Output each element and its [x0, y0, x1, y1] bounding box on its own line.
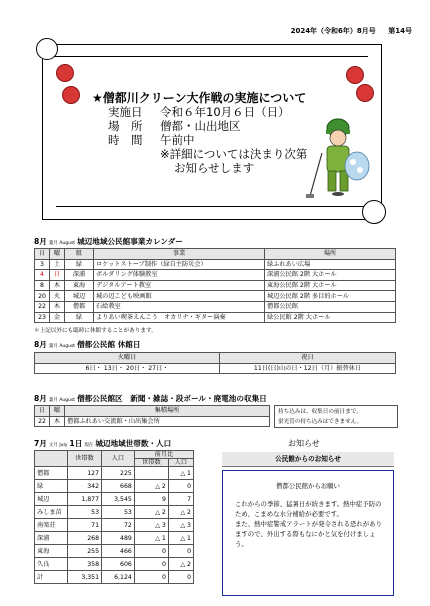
notice-heading: お知らせ — [288, 439, 320, 448]
holiday-header: 祝日 — [220, 353, 396, 364]
event-time-row: 時 間 午前中 — [108, 133, 195, 147]
table-row: 緑 342 668 △ 2 0 — [35, 480, 194, 493]
collection-heading: 8月 葉月 August 僧都公民館区 新聞・雑誌・段ボール・廃電池の収集日 — [34, 394, 267, 403]
table-row: みしま苗 53 53 △ 2 △ 2 — [35, 506, 194, 519]
table-row: 3 土 緑 ロケットストーブ制作（緑自主防災会） 緑ふれあい広場 — [35, 259, 396, 270]
closed-days-heading: 8月 葉月 August 僧都公民館 休館日 — [34, 340, 141, 349]
notice-box-title: 公民館からのお知らせ — [222, 452, 394, 467]
pushpin-icon — [346, 66, 364, 84]
scroll-bottom-edge — [56, 206, 366, 207]
issue-date: 2024年（令和6年）8月号 — [290, 27, 376, 35]
table-row: 僧都 127 225 △ 1 — [35, 467, 194, 480]
table-row: 久良 358 606 0 △ 2 — [35, 558, 194, 571]
table-row: 4 日 深浦 ボルダリング体験教室 深浦公民館 2階 大ホール — [35, 270, 396, 281]
table-row: 8 木 東海 デジタルアート教室 東海公民館 2階 大ホール — [35, 280, 396, 291]
table-header-row: 日 曜 組 事業 場所 — [35, 249, 396, 260]
calendar-footnote: ＊上記以外にも臨時に休館することがあります。 — [34, 328, 157, 334]
closed-days-table — [34, 352, 396, 374]
event-date-row: 実施日 令和６年10月６日（日） — [108, 105, 290, 119]
pushpin-icon — [56, 64, 74, 82]
scroll-top-edge — [52, 56, 368, 57]
scroll-curl-icon — [362, 200, 386, 224]
pushpin-icon — [356, 84, 374, 102]
table-row: 南楽荘 71 72 △ 3 △ 3 — [35, 519, 194, 532]
notice-lead: 僧都公民館からお願い — [276, 482, 340, 490]
event-note-2: お知らせします — [174, 161, 255, 175]
table-row: 22 木 僧都ふれあい交流館・山出集会所 — [35, 416, 270, 427]
newsletter-header — [0, 26, 412, 36]
issue-number: 第14号 — [388, 27, 412, 35]
population-table: 世帯数 人口 前月比 世帯数 人口 僧都 127 225 △ 1 緑 342 668 △ 2 0 城辺 1,877 3,545 9 7 みしま苗 53 53 △ 2 △ 2 南楽荘 71 72 △ 3 △ 3 深浦 268 489 △ 1 △ 1 東海 255 466 0 0 久良 358 606 0 △ 2 計 3,351 6,124 0 0 — [34, 450, 194, 584]
scroll-curl-icon — [36, 38, 58, 60]
event-announcement — [92, 91, 307, 175]
table-row: 22 木 僧都 石絵教室 僧都公民館 — [35, 301, 396, 312]
holiday-dates: 11日(日)山の日・12日（月）振替休日 — [220, 363, 396, 374]
calendar-table — [34, 248, 396, 323]
event-place-row: 場 所 僧都・山出地区 — [108, 119, 241, 133]
tuesday-header: 火曜日 — [35, 353, 220, 364]
table-row: 東海 255 466 0 0 — [35, 545, 194, 558]
collection-note-box — [274, 405, 398, 428]
table-row: 20 火 城辺 城の辺こども映画館 城辺公民館 2階 多目的ホール — [35, 291, 396, 302]
population-heading: 7月 文月 July 1日 現在 城辺地域世帯数・人口 — [34, 439, 172, 448]
collection-note-2: 蛍光管の持ち込みはできません。 — [278, 419, 363, 425]
collection-note: 持ち込みは、収集日の前日まで。 — [278, 409, 362, 415]
table-row: 城辺 1,877 3,545 9 7 — [35, 493, 194, 506]
event-note: ※詳細については決まり次第 — [160, 147, 308, 161]
table-row: 23 金 緑 よりあい喫茶えんこう オカリナ・ギター演奏 緑公民館 2階 大ホール — [35, 312, 396, 323]
calendar-heading: 8月 葉月 August 城辺地域公民館事業カレンダー — [34, 237, 183, 246]
tuesday-dates: 6日・ 13日・ 20日・ 27日・ — [35, 363, 220, 374]
table-header-row: 世帯数 人口 前月比 — [35, 451, 194, 459]
table-row: 深浦 268 489 △ 1 △ 1 — [35, 532, 194, 545]
notice-body: これからの季節、猛暑日が続きます。熱中症予防のため、こまめな水分補給が必要です。 また、熱中症警戒アラートが発令される恐れがありますので、外出する際もなにかと気を付けましょう。 — [235, 500, 382, 548]
table-row: 計 3,351 6,124 0 0 — [35, 571, 194, 584]
notice-box — [222, 470, 394, 596]
cleanup-worker-illustration — [300, 108, 370, 203]
event-title: ★僧都川クリーン大作戦の実施について — [92, 91, 307, 105]
collection-table: 日 曜 集積場所 22 木 僧都ふれあい交流館・山出集会所 — [34, 405, 270, 427]
pushpin-icon — [62, 86, 80, 104]
